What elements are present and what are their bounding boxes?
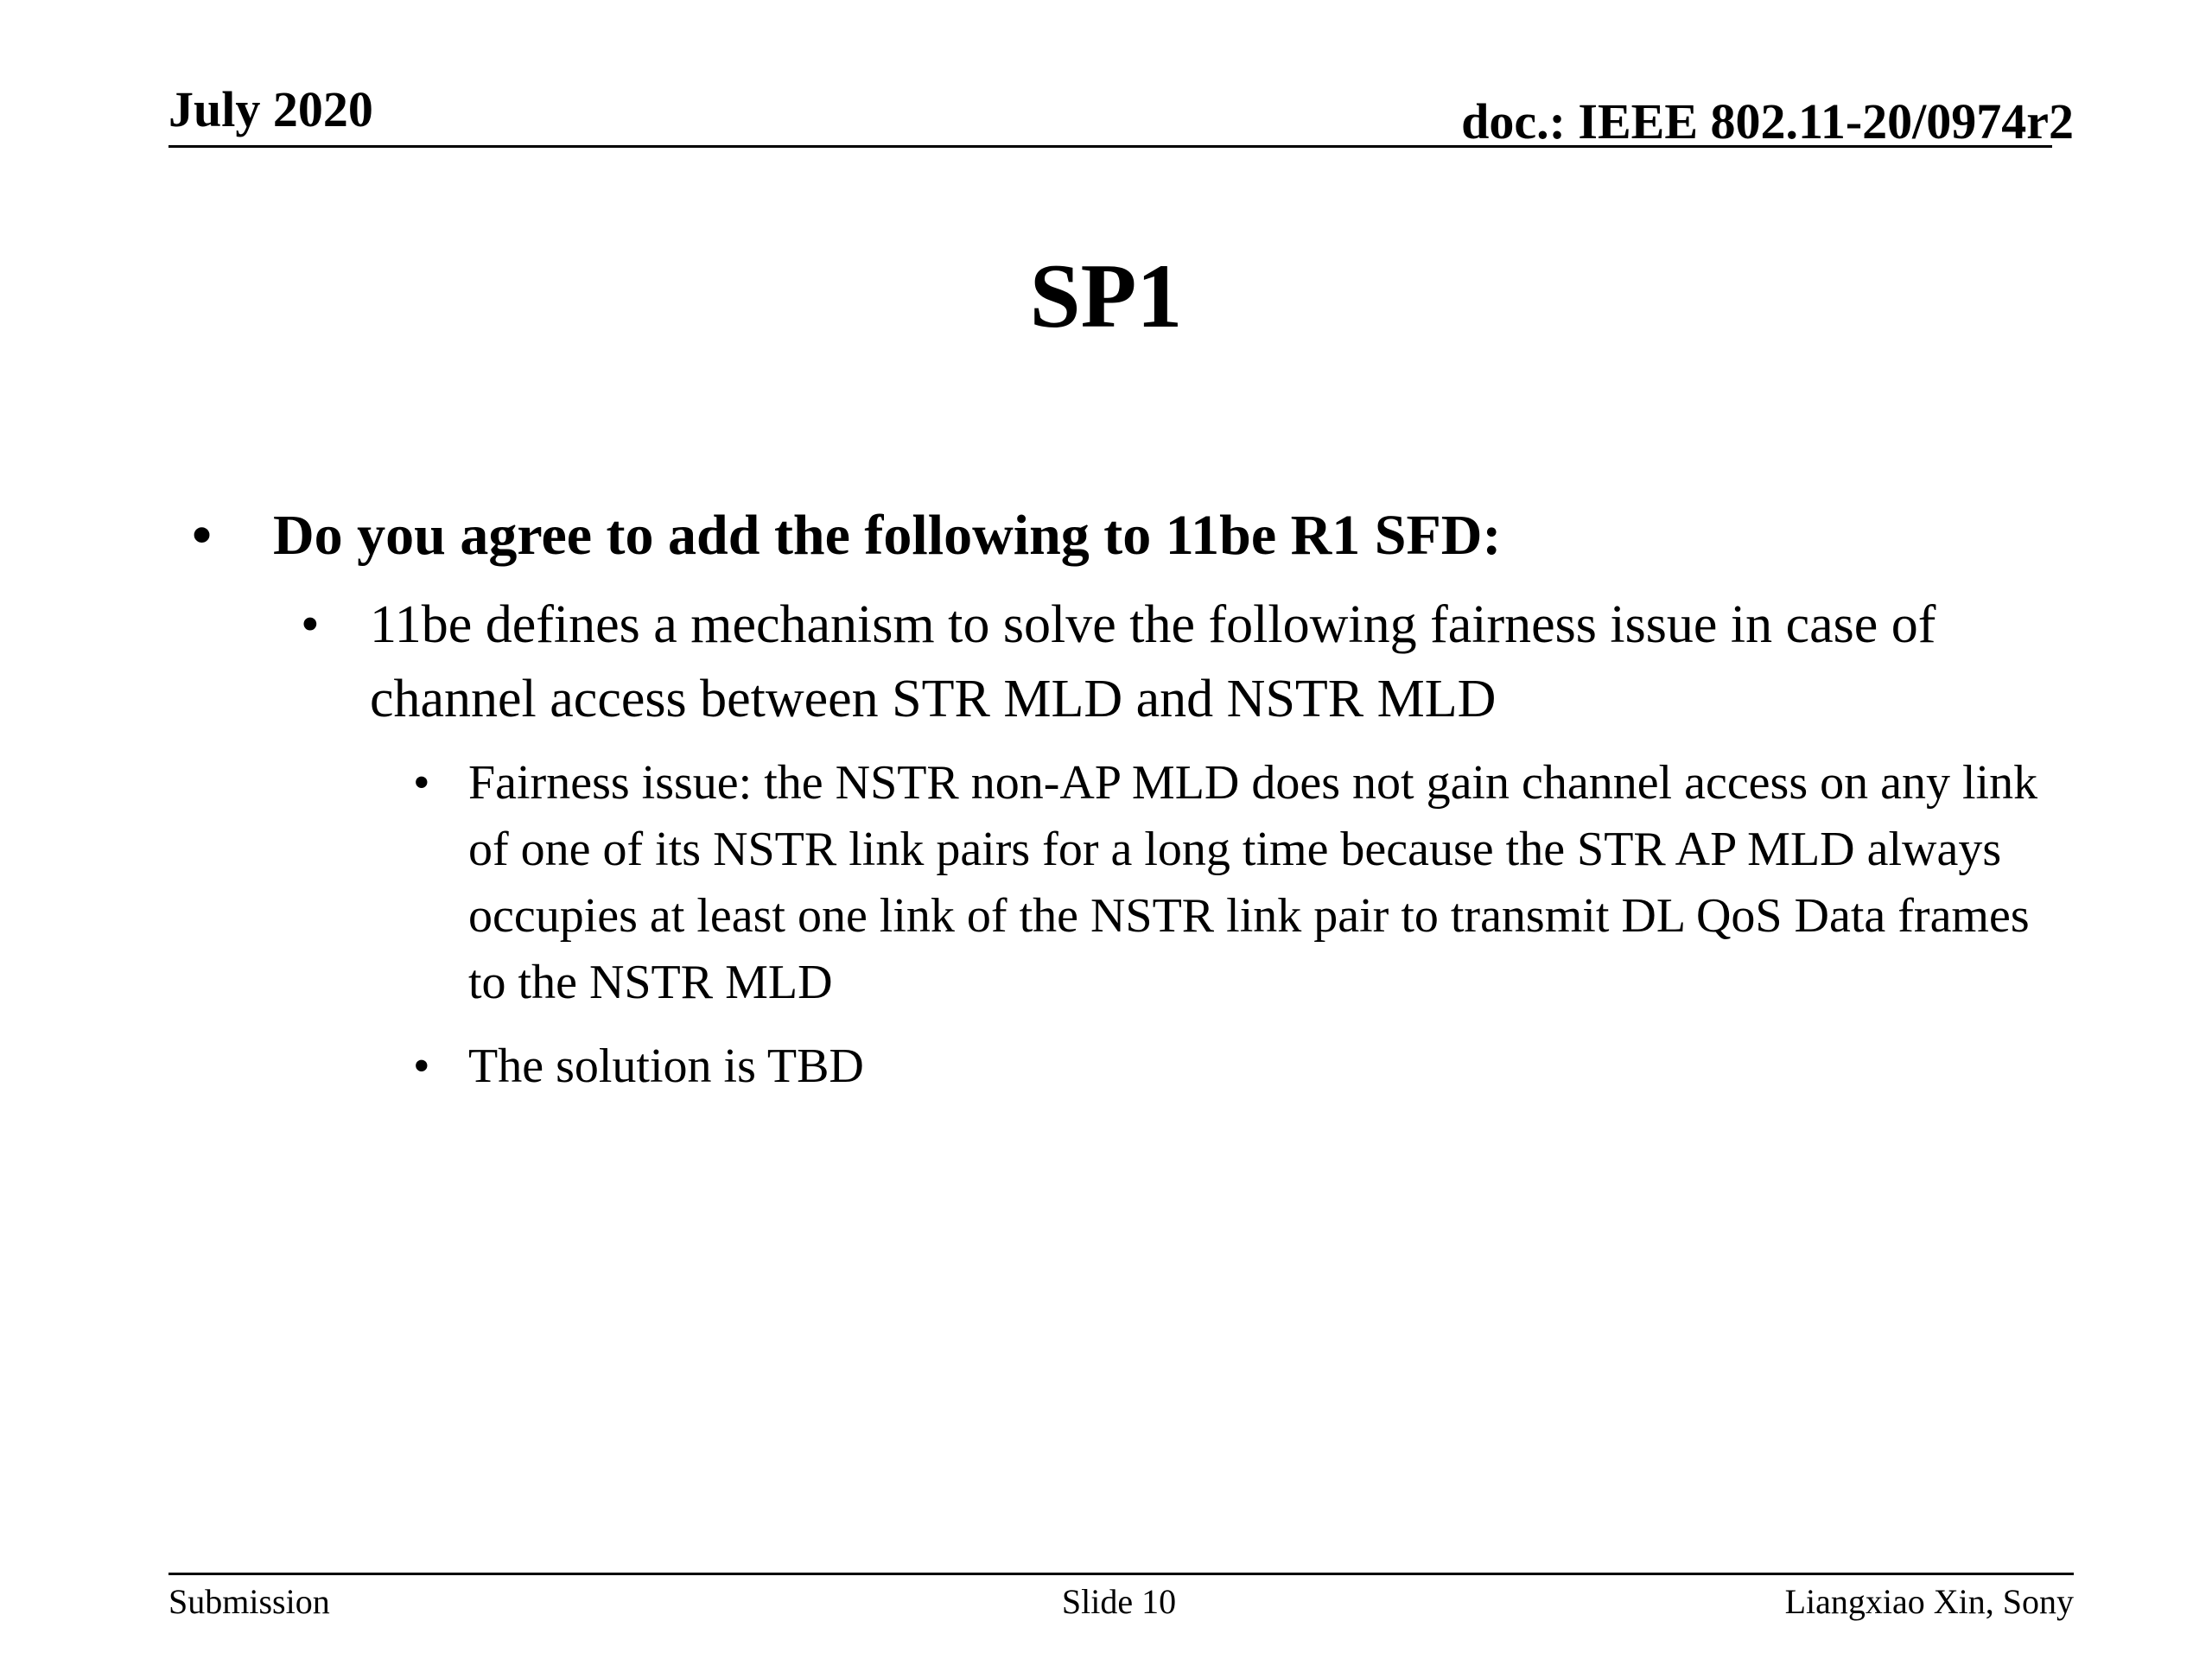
bullet-marker: •: [413, 1039, 430, 1093]
bullet-marker: •: [413, 756, 430, 810]
bullet-text: Do you agree to add the following to 11be R1 SFD:: [273, 504, 1502, 567]
slide-title: SP1: [1029, 245, 1183, 346]
bullet-text: 11be defines a mechanism to solve the following fairness issue in case of channel access between STR MLD and NSTR MLD: [370, 595, 1936, 728]
bullet-text: The solution is TBD: [468, 1039, 864, 1093]
bullet-marker: •: [192, 504, 213, 567]
footer-divider: [168, 1573, 2074, 1575]
bullet-text: Fairness issue: the NSTR non-AP MLD does not gain channel access on any link of one of its NSTR link pairs for a long time because the STR AP MLD always occupies at least one link of the NSTR link pair to transmit DL QoS Data frames to the NSTR MLD: [468, 756, 2038, 1009]
footer-submission: Submission: [168, 1582, 330, 1621]
footer-author: Liangxiao Xin, Sony: [1784, 1582, 2074, 1621]
header-doc-id: doc.: IEEE 802.11-20/0974r2: [1461, 93, 2074, 149]
header-divider: [168, 145, 2052, 148]
header-date: July 2020: [168, 81, 373, 137]
footer-slide-number: Slide 10: [1061, 1582, 1177, 1621]
bullet-marker: •: [301, 595, 320, 654]
